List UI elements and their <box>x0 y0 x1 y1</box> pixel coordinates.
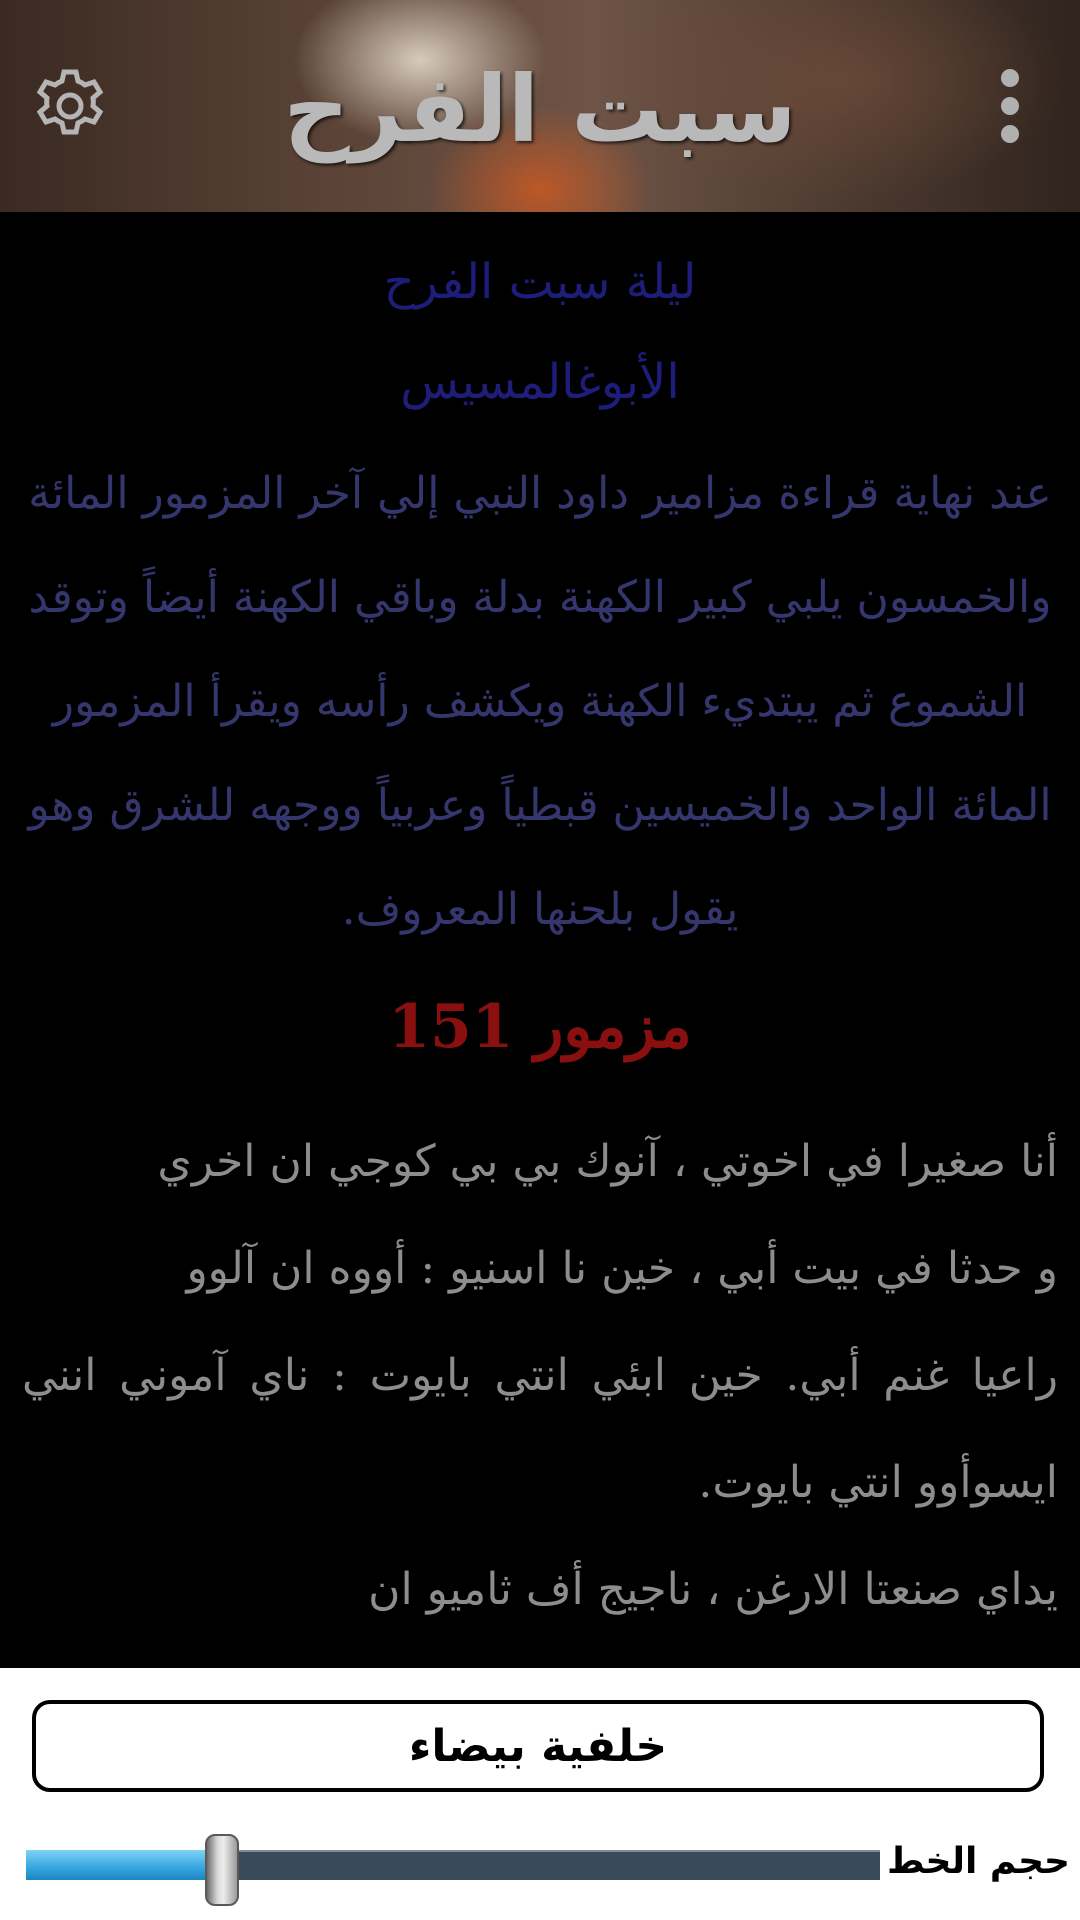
verse-line: و حدثا في بيت أبي ، خين نا اسنيو : أووه ان آلوو <box>186 1243 1058 1294</box>
app-title: سبت الفرح <box>283 56 797 163</box>
font-size-label: حجم الخط <box>886 1841 1070 1882</box>
font-size-slider[interactable] <box>26 1840 880 1888</box>
verse-line: يداي صنعتا الارغن ، ناجيج أف ثاميو ان <box>368 1564 1058 1615</box>
bottom-controls <box>0 1668 1080 1920</box>
reading-title: ليلة سبت الفرح <box>383 254 697 310</box>
more-vertical-icon <box>998 66 1022 146</box>
psalm-heading: مزمور 151 <box>388 992 692 1062</box>
white-background-button[interactable]: خلفية بيضاء <box>32 1700 1044 1792</box>
overflow-menu-button[interactable] <box>980 60 1040 152</box>
verse-line: راعيا غنم أبي. خين ابئي انتي بايوت : ناي آموني انني ايسوأوو انتي بايوت. <box>22 1350 1058 1508</box>
slider-fill <box>26 1850 222 1880</box>
reading-content[interactable] <box>0 212 1080 1668</box>
gear-icon <box>30 66 110 146</box>
verse-line: أنا صغيرا في اخوتي ، آنوك بي بي كوجي ان اخري <box>157 1136 1058 1187</box>
app-header <box>0 0 1080 212</box>
psalm-verses <box>22 1108 1058 1643</box>
intro-paragraph: عند نهاية قراءة مزامير داود النبي إلي آخر المزمور المائة والخمسون يلبي كبير الكهنة بدلة وباقي الكهنة أيضاً وتوقد الشموع ثم يبتديء الكهنة ويكشف رأسه ويقرأ المزمور المائة الواحد والخميسين قبطياً وعربياً ووجهه للشرق وهو يقول بلحنها المعروف. <box>28 468 1052 935</box>
slider-thumb[interactable] <box>205 1834 239 1906</box>
settings-button[interactable] <box>24 60 116 152</box>
reading-subtitle: الأبوغالمسيس <box>400 354 680 410</box>
